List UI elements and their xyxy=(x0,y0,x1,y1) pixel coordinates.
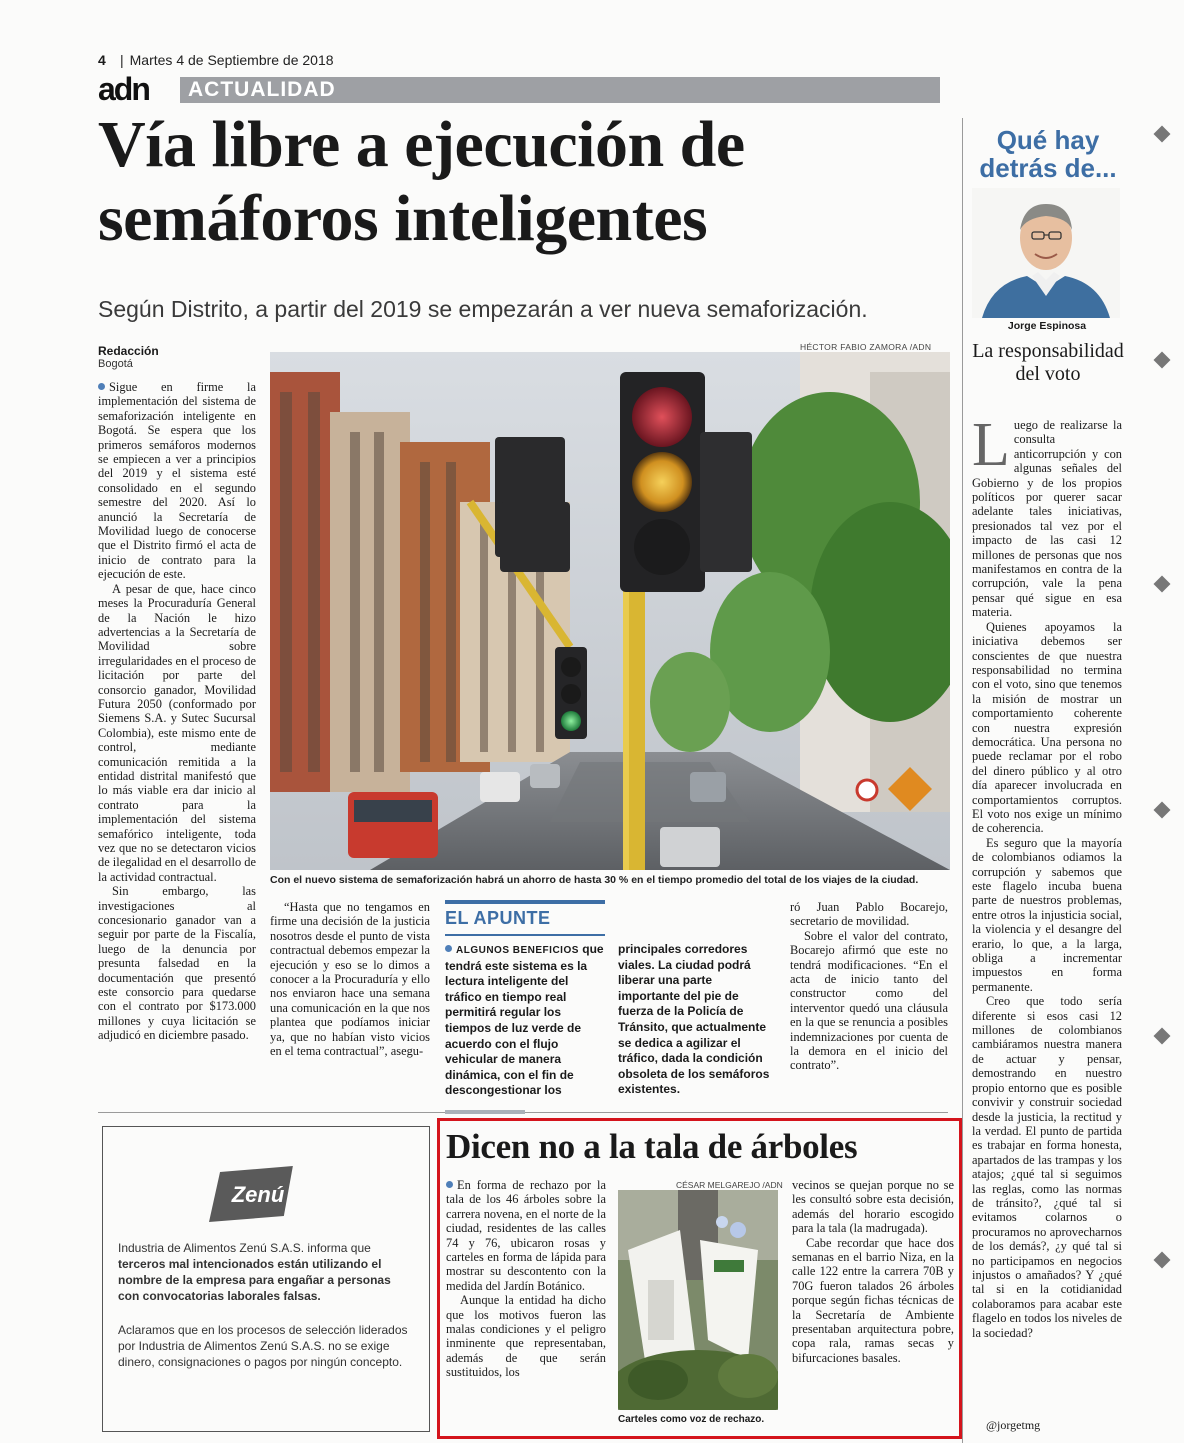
author-portrait xyxy=(972,188,1120,318)
ad-notice-lead: Industria de Alimentos Zenú S.A.S. informa que xyxy=(118,1241,371,1255)
photo-caption: Con el nuevo sistema de semaforización habrá un ahorro de hasta 30 % en el tiempo promedio del total de los viajes de la ciudad. xyxy=(270,874,919,886)
paragraph: Creo que todo sería diferente si esos casi 12 millones de colombianos cambiáramos nuestra manera de actuar y pensar, demostrando en nuestro propio entorno que es posible convivir y construir sociedad desde la justicia, la rectitud y la verdad. El punto de partida es trabajar en forma honesta, apartados de las trampas y los atajos; ¿qué tal si seguimos las reglas, como las normas de tránsito?, ¿qué tal si evitamos colarnos o procuramos no aprovecharnos de los demás?, ¿y qué tal si no participamos en negocios injustos o amañados? Y ¿qué tal si en la cotidianidad colaboramos para acabar este flagelo en todos los niveles de la sociedad? xyxy=(972,994,1122,1340)
paragraph: En forma de rechazo por la tala de los 46 árboles sobre la carrera novena, en el norte de la ciudad, residentes de las calles 74 y 76, ubicaron rosas y carteles en forma de lápida para mostrar su descontento con la medida del Jardín Botánico. xyxy=(446,1178,606,1293)
byline-city: Bogotá xyxy=(98,358,133,370)
apunte-title: EL APUNTE xyxy=(445,908,605,936)
paragraph: uego de realizarse la consulta anticorrupción y con algunas señales del Gobierno y de los propios políticos por querer sacar adelante tales iniciativas, presionados tal vez por el impacto de las casi 12 millones de personas que nos manifestamos en contra de la corrupción, vale la pena pensar qué sigue en esa materia. xyxy=(972,418,1122,620)
issue-date: | Martes 4 de Septiembre de 2018 xyxy=(120,52,334,68)
paragraph: Sobre el valor del contrato, Bocarejo afirmó que este no tendrá modificaciones. “En el acta de inicio tanto del constructor como del interventor quedó una cláusula en la que se renuncia a posibles indemnizaciones por cuenta de la demora en el inicio del contrato”. xyxy=(790,928,948,1073)
paragraph: Cabe recordar que hace dos semanas en el barrio Niza, en la calle 122 entre la carrera 70B y 70G fueron talados 26 árboles porque según fichas técnicas de la Secretaría de Ambiente presentaban arquitectura pobre, copa rala, ramas secas y bifurcaciones basales. xyxy=(792,1235,954,1365)
photo2-credit: CÉSAR MELGAREJO /ADN xyxy=(676,1180,783,1190)
zenu-logo xyxy=(208,1158,304,1230)
ad-notice-warning: terceros mal intencionados están utilizando el nombre de la empresa para engañar a personas con convocatorias laborales falsas. xyxy=(118,1257,391,1303)
subheadline: Según Distrito, a partir del 2019 se empezarán a ver nueva semaforización. xyxy=(98,296,868,322)
bullet-icon xyxy=(446,1181,453,1188)
bullet-icon xyxy=(98,383,105,390)
zenu-logo-text: Zenú xyxy=(231,1182,285,1207)
bullet-icon xyxy=(445,945,452,952)
ad-clarification: Aclaramos que en los procesos de selección liderados por Industria de Alimentos Zenú S.A.S. no se exige dinero, consignaciones o pagos por ningún concepto. xyxy=(118,1323,408,1369)
paragraph: Sin embargo, las investigaciones al concesionario ganador van a seguir por parte de la Fiscalía, luego de la denuncia por presunta falsedad en la documentación que presentó este consorcio para quedarse con el contrato por $173.000 millones y cuya licitación se adjudicó en diciembre pasado. xyxy=(98,884,256,1043)
author-handle: @jorgetmg xyxy=(986,1418,1041,1432)
zenu-logo-mark xyxy=(208,1158,304,1230)
section-banner: ACTUALIDAD xyxy=(180,77,940,103)
registration-mark xyxy=(1154,802,1171,819)
registration-mark xyxy=(1154,126,1171,143)
paragraph: Sigue en firme la implementación del sistema de semaforización inteligente en Bogotá. Se espera que los primeros semáforos modernos se empiecen a ver a principios del 2019 y el sistema esté consolidado en el segundo semestre del 2020. Así lo anunció la Secretaría de Movilidad luego de conocerse que el Distrito firmó el acta de inicio de contrato para la ejecución de este. xyxy=(98,380,256,582)
paragraph: Quienes apoyamos la iniciativa debemos ser conscientes de que nuestra responsabilidad no termina con el voto, sino que tenemos la misión de mostrar un comportamiento coherente con nuestra expresión democrática. Una persona no puede reclamar por el robo del dinero público y al otro día aparecer involucrada en comportamientos corruptos. El voto nos exige un mínimo de coherencia. xyxy=(972,619,1122,836)
article2-headline: Dicen no a la tala de árboles xyxy=(446,1127,858,1166)
apunte-text-2: principales corredores viales. La ciudad podrá liberar una parte importante del pie de fuerza de la Policía de Tránsito, que actualmente se dedica a agilizar el tráfico, dada la condición obsoleta de los semáforos existentes. xyxy=(618,942,770,1097)
protest-signs-photo xyxy=(618,1190,778,1410)
traffic-light-illustration xyxy=(270,352,950,870)
portrait-illustration xyxy=(972,188,1120,318)
page-number: 4 xyxy=(98,52,106,68)
paragraph: “Hasta que no tengamos en firme una decisión de la justicia nosotros desde el punto de vista contractual debemos empezar la ejecución y eso se lo dimos a conocer a la Procuraduría y ello nos enviaron hace una semana una comunicación en la que nos plantea que podíamos iniciar ya, que no habían visto vicios en el tema contractual”, asegu- xyxy=(270,900,430,1059)
article-column-4 xyxy=(790,900,948,1073)
main-headline: Vía libre a ejecución de semáforos inteligentes xyxy=(98,108,745,255)
article-column-1 xyxy=(98,380,256,1043)
registration-mark xyxy=(1154,1028,1171,1045)
traffic-light-photo xyxy=(270,352,950,870)
registration-mark xyxy=(1154,352,1171,369)
registration-mark xyxy=(1154,1252,1171,1269)
sidebar-divider xyxy=(962,118,963,1443)
apunte-body: que tendrá este sistema es la lectura inteligente del tráfico en tiempo real permitirá regular los tiempos de luz verde de acuerdo con el flujo vehicular de manera dinámica, con el fin de descongestionar los xyxy=(445,942,604,1098)
sidebar-kicker: Qué hay detrás de... xyxy=(979,125,1117,183)
article-column-2 xyxy=(270,900,430,1058)
sidebar-column xyxy=(972,411,1122,1340)
paragraph: ró Juan Pablo Bocarejo, secretario de movilidad. xyxy=(790,900,948,929)
paragraph: A pesar de que, hace cinco meses la Procuraduría General de la Nación le hizo advertencias a la Secretaría de Movilidad sobre irregularidades en el proceso de licitación por parte del consorcio ganador, Movilidad Futura 2050 (conformado por Siemens S.A. y Sutec Sucursal Colombia), este mismo ente de control, mediante comunicación remitida a la entidad distrital manifestó que lo más viable era dar inicio al contrato para la implementación del sistema semafórico inteligente, toda vez que no se detectaron vicios de ilegalidad en el desarrollo de la actividad contractual. xyxy=(98,581,256,884)
apunte-top-rule xyxy=(445,900,605,904)
ad-notice xyxy=(118,1240,414,1304)
sidebar-author: Jorge Espinosa xyxy=(1007,320,1087,332)
paragraph: Es seguro que la mayoría de colombianos odiamos la corrupción y sabemos que este flagelo incuba buena parte de nuestros problemas, entre otros la injusticia social, la violencia y el desangre del erario, lo que, a la larga, obliga a incrementar impuestos en forma permanente. xyxy=(972,835,1122,994)
article2-column-1 xyxy=(446,1178,606,1380)
registration-mark xyxy=(1154,576,1171,593)
paragraph: Aunque la entidad ha dicho que los motivos fueron las malas condiciones y el peligro inminente que representaban, además de que serán sustituidos, los xyxy=(446,1293,606,1380)
apunte-text-1 xyxy=(445,942,605,1099)
lower-divider-accent xyxy=(445,1110,525,1114)
drop-cap: L xyxy=(972,411,1010,479)
photo-credit: HÉCTOR FABIO ZAMORA /ADN xyxy=(800,342,932,352)
byline-author: Redacción xyxy=(98,344,159,358)
protest-illustration xyxy=(618,1190,778,1410)
sidebar-title: La responsabilidad del voto xyxy=(972,340,1124,385)
article2-column-3 xyxy=(792,1178,954,1365)
photo2-caption: Carteles como voz de rechazo. xyxy=(618,1414,765,1425)
paragraph: vecinos se quejan porque no se les consultó sobre esta decisión, además del horario escogido para la tala (la madrugada). xyxy=(792,1178,954,1236)
apunte-label: ALGUNOS BENEFICIOS xyxy=(456,945,579,956)
adn-logo: adn xyxy=(98,71,149,107)
